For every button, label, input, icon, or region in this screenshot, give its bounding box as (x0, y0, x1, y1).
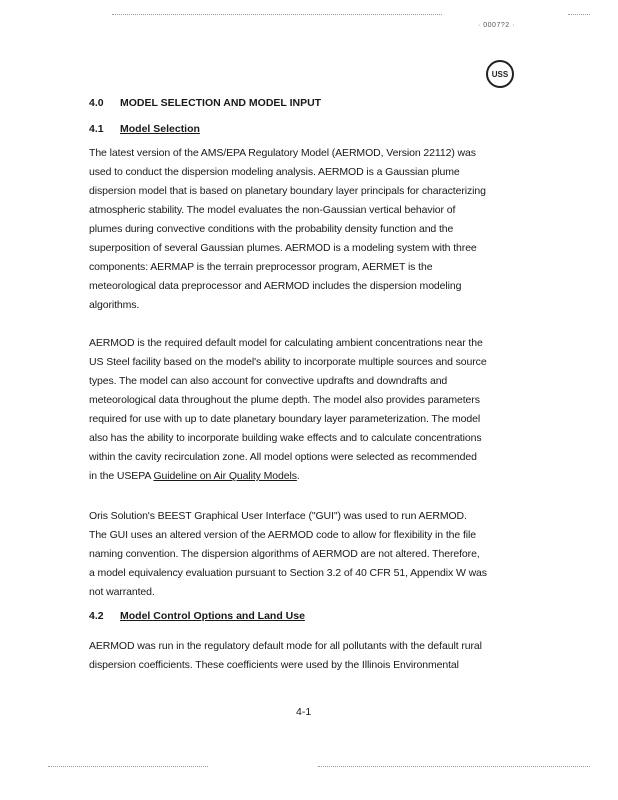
section-number: 4.2 (89, 610, 104, 622)
text-line: meteorological data throughout the plume depth. The model also provides parameters (89, 394, 480, 406)
page-number: 4-1 (296, 706, 312, 718)
text-line: algorithms. (89, 299, 140, 311)
text-fragment: . (296, 470, 300, 482)
section-title: Model Selection (120, 123, 200, 135)
scan-artifact-top (112, 14, 442, 17)
text-fragment: in the USEPA (89, 470, 154, 482)
text-line: naming convention. The dispersion algorithms of AERMOD are not altered. Therefore, (89, 548, 480, 560)
text-line: within the cavity recirculation zone. All model options were selected as recommended (89, 451, 477, 463)
text-line: used to conduct the dispersion modeling analysis. AERMOD is a Gaussian plume (89, 166, 460, 178)
text-line: not warranted. (89, 586, 155, 598)
text-line: plumes during convective conditions with the probability density function and the (89, 223, 454, 235)
text-line: components: AERMAP is the terrain preprocessor program, AERMET is the (89, 261, 433, 273)
text-line: dispersion model that is based on planetary boundary layer principals for characterizing (89, 185, 486, 197)
text-line (89, 470, 300, 482)
text-line: superposition of several Gaussian plumes. AERMOD is a modeling system with three (89, 242, 477, 254)
text-line: Oris Solution's BEEST Graphical User Interface ("GUI") was used to run AERMOD. (89, 510, 467, 522)
section-title: Model Control Options and Land Use (120, 610, 305, 622)
text-line: required for use with up to date planetary boundary layer parameterization. The model (89, 413, 481, 425)
scan-artifact-bottom-right (318, 766, 590, 769)
text-line: also has the ability to incorporate building wake effects and to calculate concentrations (89, 432, 482, 444)
text-line: types. The model can also account for convective updrafts and downdrafts and (89, 375, 448, 387)
document-stamp: · 0007?2 · (478, 22, 515, 29)
text-line: a model equivalency evaluation pursuant to Section 3.2 of 40 CFR 51, Appendix W was (89, 567, 487, 579)
uss-logo: USS (486, 60, 514, 88)
scan-artifact-top-right (568, 14, 590, 17)
text-line: US Steel facility based on the model's ability to incorporate multiple sources and source (89, 356, 487, 368)
section-title: MODEL SELECTION AND MODEL INPUT (120, 97, 322, 109)
text-line: AERMOD was run in the regulatory default mode for all pollutants with the default rural (89, 640, 482, 652)
guideline-reference: Guideline on Air Quality Models (153, 470, 297, 482)
text-line: AERMOD is the required default model for calculating ambient concentrations near the (89, 337, 483, 349)
text-line: dispersion coefficients. These coefficients were used by the Illinois Environmental (89, 659, 459, 671)
text-line: The latest version of the AMS/EPA Regulatory Model (AERMOD, Version 22112) was (89, 147, 476, 159)
section-number: 4.1 (89, 123, 104, 135)
text-line: meteorological data preprocessor and AERMOD includes the dispersion modeling (89, 280, 462, 292)
text-line: atmospheric stability. The model evaluates the non-Gaussian vertical behavior of (89, 204, 456, 216)
section-number: 4.0 (89, 97, 104, 109)
text-line: The GUI uses an altered version of the AERMOD code to allow for flexibility in the file (89, 529, 476, 541)
scan-artifact-bottom-left (48, 766, 208, 769)
